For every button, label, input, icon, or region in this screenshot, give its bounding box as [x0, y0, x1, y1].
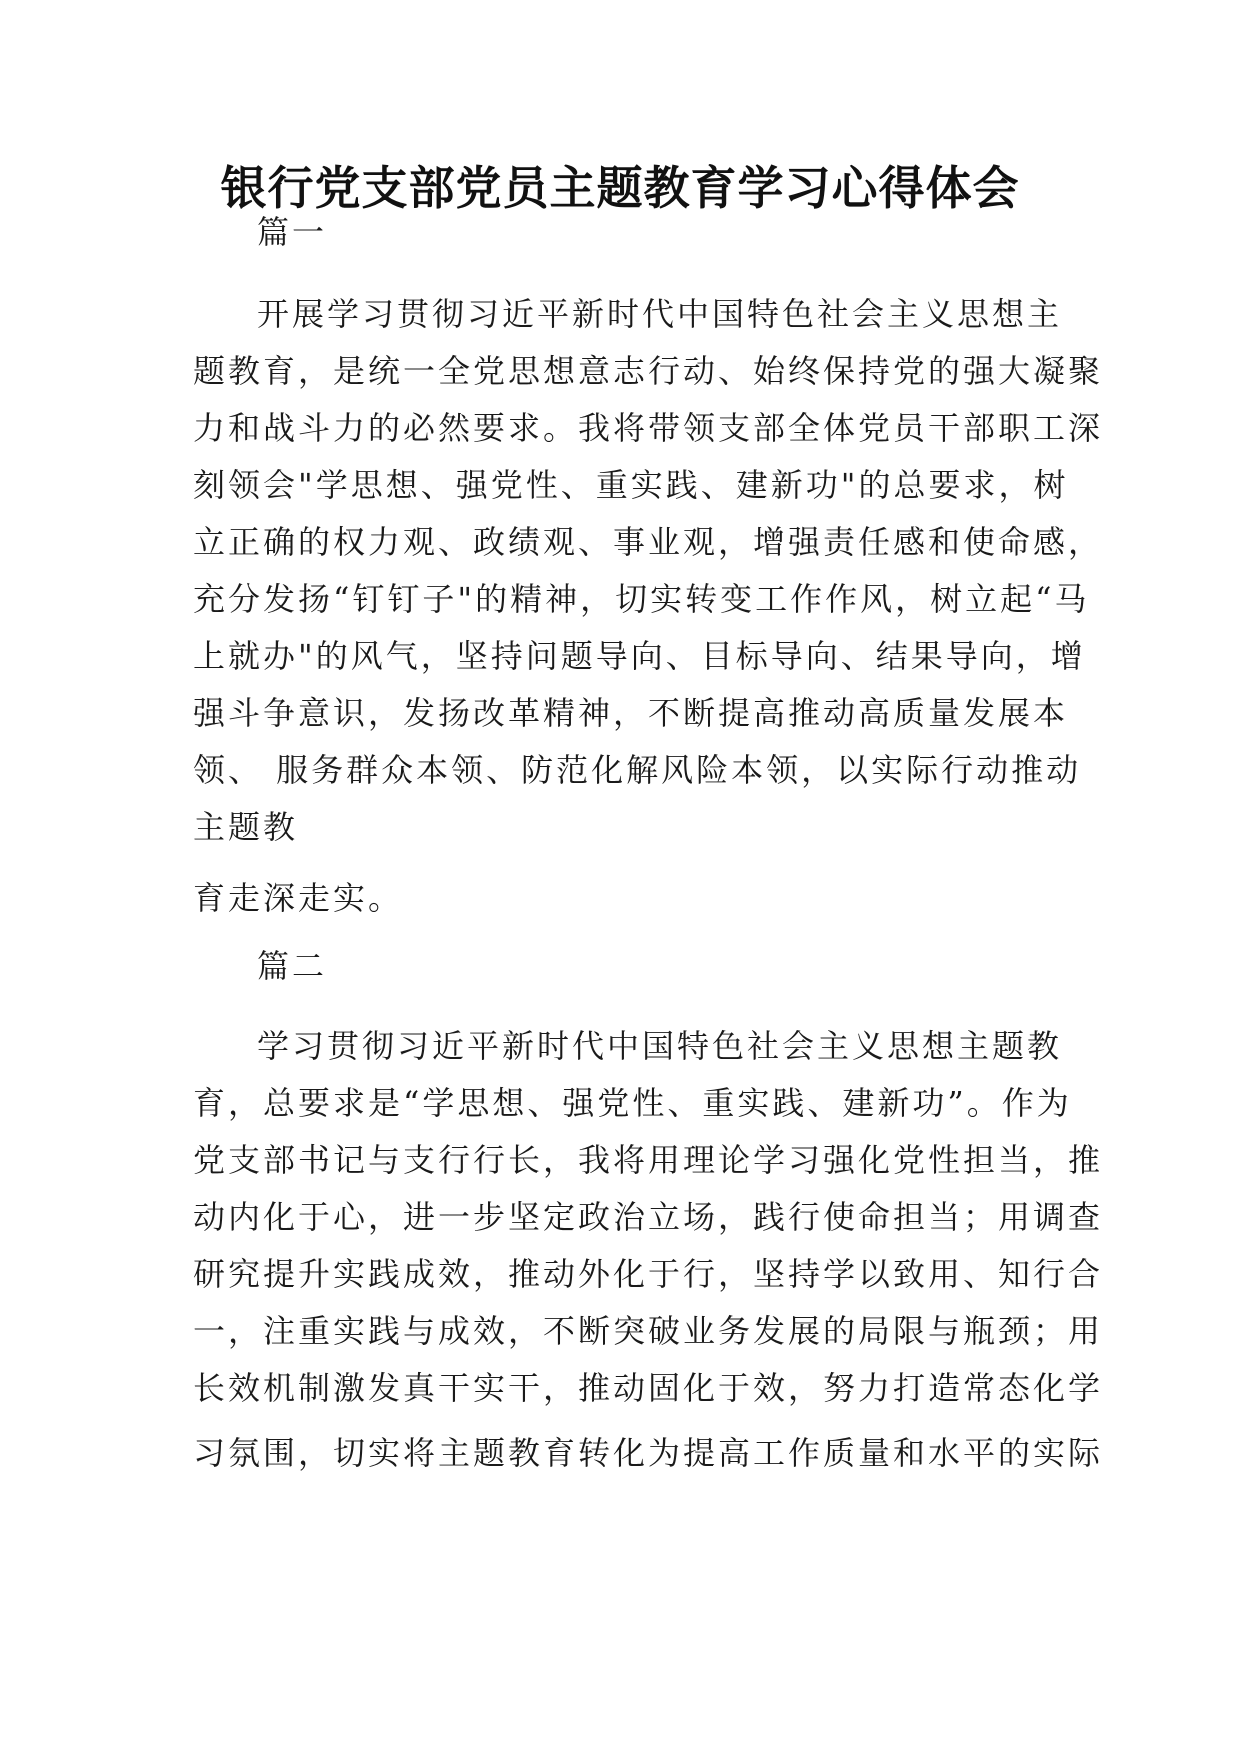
- paragraph-line: 学习贯彻习近平新时代中国特色社会主义思想主题教: [257, 1027, 1063, 1065]
- paragraph-line: 力和战斗力的必然要求。我将带领支部全体党员干部职工深: [193, 409, 1104, 447]
- paragraph-line: 上就办"的风气，坚持问题导向、目标导向、结果导向，增: [193, 637, 1086, 675]
- paragraph-line: 刻领会"学思想、强党性、重实践、建新功"的总要求，树: [193, 466, 1069, 504]
- paragraph-line: 动内化于心，进一步坚定政治立场，践行使命担当；用调查: [193, 1198, 1104, 1236]
- paragraph-line: 研究提升实践成效，推动外化于行，坚持学以致用、知行合: [193, 1255, 1104, 1293]
- paragraph-line: 主题教: [193, 808, 299, 846]
- paragraph-line: 立正确的权力观、政绩观、事业观，增强责任感和使命感，: [193, 523, 1104, 561]
- paragraph-line: 育，总要求是“学思想、强党性、重实践、建新功”。作为: [193, 1084, 1072, 1122]
- paragraph-line: 充分发扬“钉钉子"的精神，切实转变工作作风，树立起“马: [193, 580, 1090, 618]
- paragraph-line: 育走深走实。: [193, 879, 404, 917]
- document-title: 银行党支部党员主题教育学习心得体会: [220, 161, 1020, 215]
- paragraph-line: 开展学习贯彻习近平新时代中国特色社会主义思想主: [257, 295, 1063, 333]
- paragraph-line: 习氛围，切实将主题教育转化为提高工作质量和水平的实际: [193, 1434, 1104, 1472]
- paragraph-line: 领、 服务群众本领、防范化解风险本领，以实际行动推动: [193, 751, 1082, 789]
- paragraph-line: 长效机制激发真干实干，推动固化于效，努力打造常态化学: [193, 1369, 1104, 1407]
- section-heading-1: 篇一: [257, 213, 328, 251]
- section-heading-2: 篇二: [257, 947, 328, 985]
- paragraph-line: 党支部书记与支行行长，我将用理论学习强化党性担当，推: [193, 1141, 1104, 1179]
- paragraph-line: 一，注重实践与成效，不断突破业务发展的局限与瓶颈；用: [193, 1312, 1104, 1350]
- paragraph-line: 题教育，是统一全党思想意志行动、始终保持党的强大凝聚: [193, 352, 1104, 390]
- paragraph-line: 强斗争意识，发扬改革精神，不断提高推动高质量发展本: [193, 694, 1069, 732]
